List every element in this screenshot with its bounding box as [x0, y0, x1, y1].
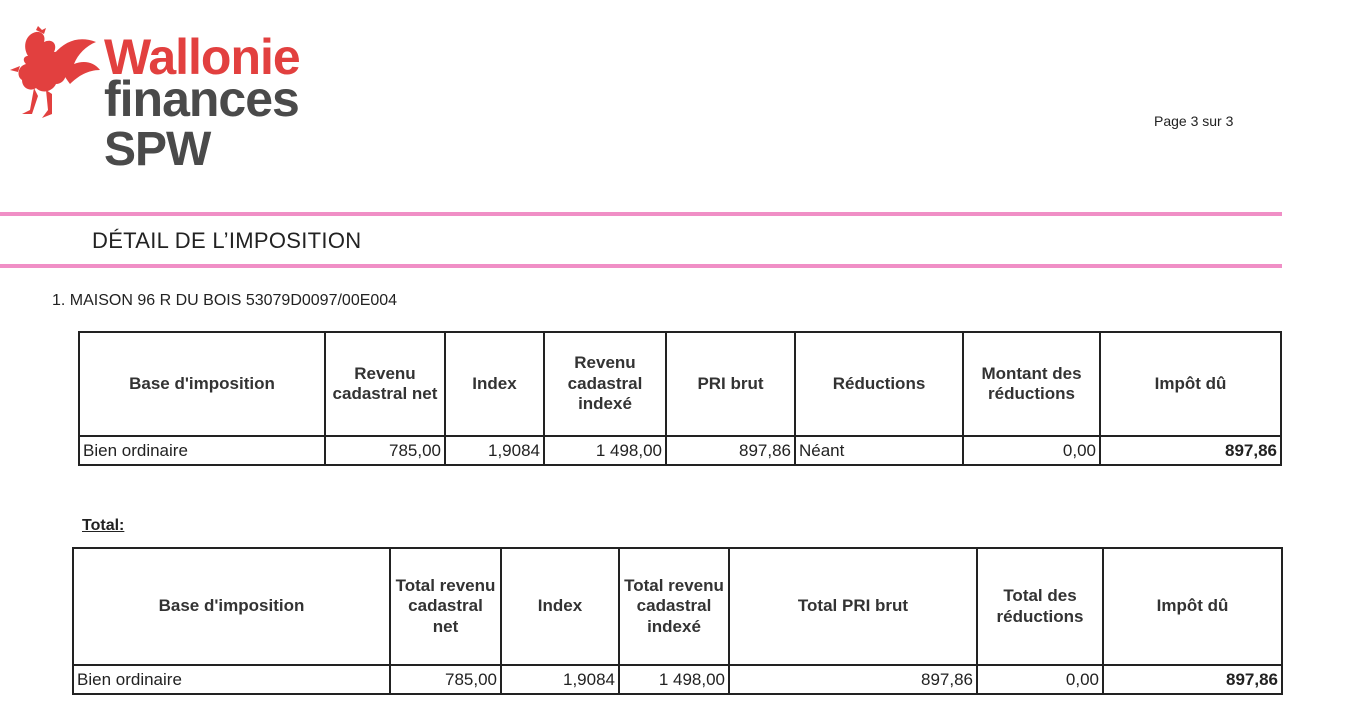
- col-header: Index: [501, 548, 619, 665]
- col-header: Base d'imposition: [79, 332, 325, 436]
- table-cell: 1 498,00: [619, 665, 729, 694]
- table-row: [79, 436, 1281, 465]
- section-title: DÉTAIL DE L’IMPOSITION: [92, 228, 362, 253]
- col-header: PRI brut: [666, 332, 795, 436]
- table-cell: 785,00: [325, 436, 445, 465]
- col-header: Montant des réductions: [963, 332, 1100, 436]
- col-header: Impôt dû: [1103, 548, 1282, 665]
- page-number: Page 3 sur 3: [1154, 113, 1234, 129]
- logo-wallonie-text: Wallonie: [104, 29, 300, 85]
- table-header-row: [79, 332, 1281, 436]
- table-cell: Bien ordinaire: [79, 436, 325, 465]
- total-table: [72, 547, 1283, 695]
- detail-table: [78, 331, 1282, 466]
- col-header: Total PRI brut: [729, 548, 977, 665]
- top-divider: [0, 212, 1282, 216]
- property-description: 1. MAISON 96 R DU BOIS 53079D0097/00E004: [52, 292, 398, 309]
- wallonie-finances-logo: [8, 26, 318, 176]
- table-header-row: [73, 548, 1282, 665]
- col-header: Réductions: [795, 332, 963, 436]
- table-cell: Néant: [795, 436, 963, 465]
- col-header: Base d'imposition: [73, 548, 390, 665]
- total-heading: Total:: [82, 517, 125, 534]
- table-cell: 785,00: [390, 665, 501, 694]
- table-row: [73, 665, 1282, 694]
- col-header: Total des réductions: [977, 548, 1103, 665]
- table-cell: 1 498,00: [544, 436, 666, 465]
- table-cell: 897,86: [666, 436, 795, 465]
- table-cell-total-tax: 897,86: [1100, 436, 1281, 465]
- table-cell: 897,86: [729, 665, 977, 694]
- table-cell: 0,00: [977, 665, 1103, 694]
- table-cell: 1,9084: [501, 665, 619, 694]
- col-header: Revenu cadastral net: [325, 332, 445, 436]
- col-header: Total revenu cadastral indexé: [619, 548, 729, 665]
- col-header: Total revenu cadastral net: [390, 548, 501, 665]
- bottom-divider: [0, 264, 1282, 268]
- table-cell: Bien ordinaire: [73, 665, 390, 694]
- logo-spw-text: SPW: [104, 123, 211, 176]
- table-cell-total-tax: 897,86: [1103, 665, 1282, 694]
- col-header: Revenu cadastral indexé: [544, 332, 666, 436]
- col-header: Impôt dû: [1100, 332, 1281, 436]
- table-cell: 0,00: [963, 436, 1100, 465]
- table-cell: 1,9084: [445, 436, 544, 465]
- rooster-icon: [8, 26, 104, 126]
- logo-finances-text: finances: [104, 71, 299, 127]
- col-header: Index: [445, 332, 544, 436]
